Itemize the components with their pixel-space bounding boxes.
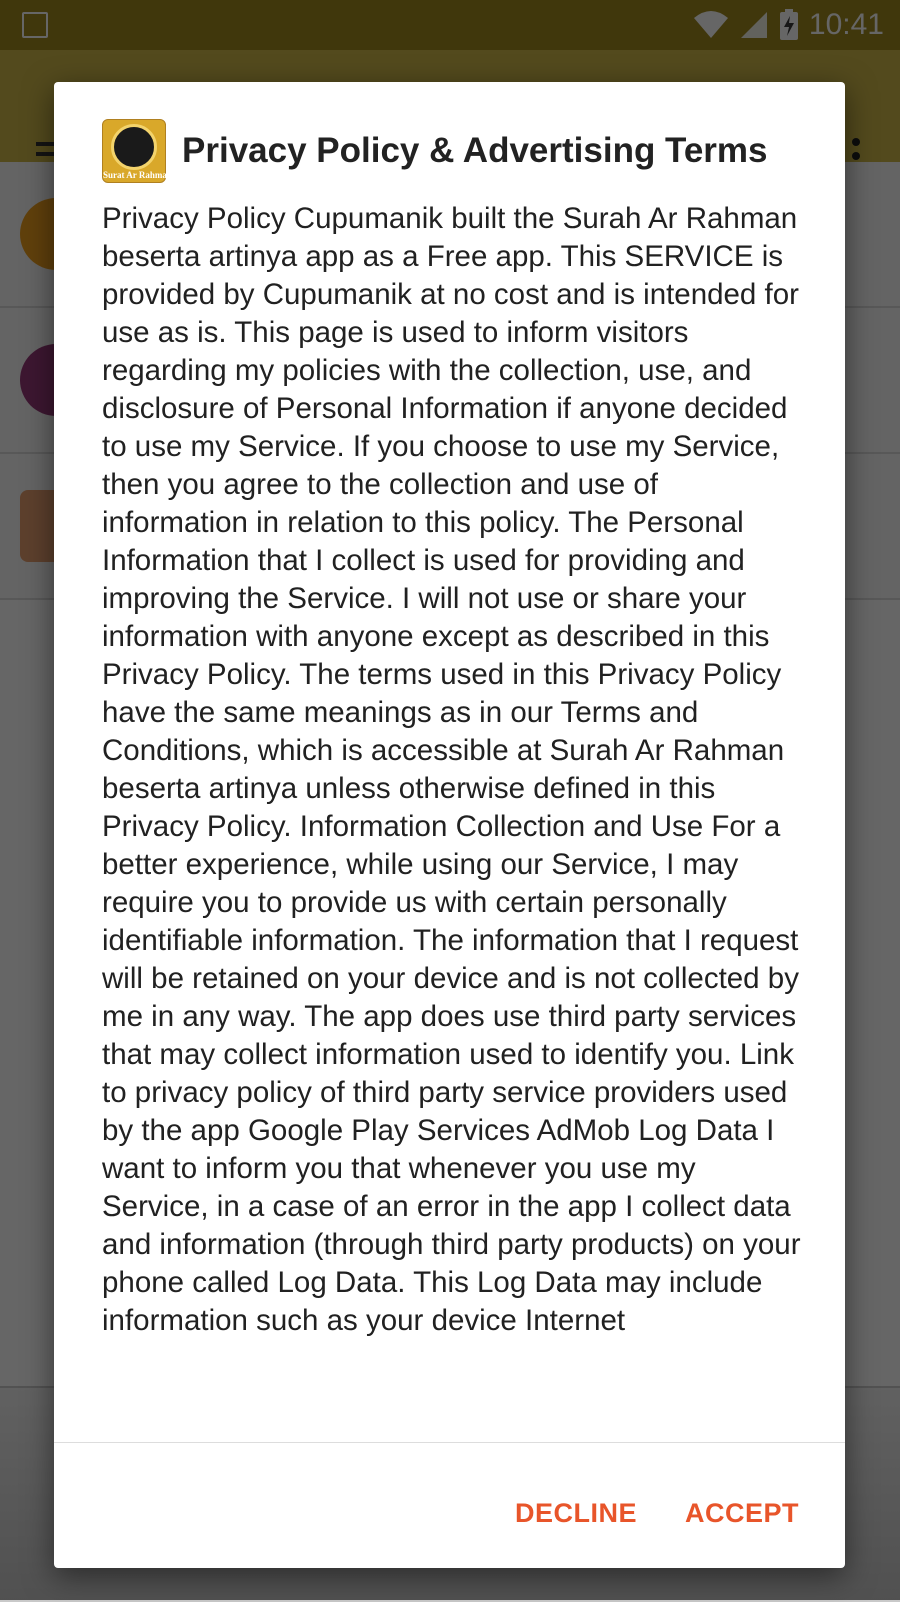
accept-button[interactable]: ACCEPT — [684, 1498, 799, 1528]
privacy-dialog — [54, 82, 845, 1568]
dialog-title: Privacy Policy & Advertising Terms — [182, 131, 768, 170]
dialog-actions — [515, 1498, 799, 1529]
app-logo-icon — [102, 119, 172, 183]
dialog-header — [102, 118, 805, 184]
dialog-scroll-area[interactable] — [102, 200, 802, 1524]
decline-button[interactable]: DECLINE — [514, 1498, 637, 1528]
app-logo-label: Surat Ar Rahman — [103, 170, 172, 180]
dialog-message: Privacy Policy Cupumanik built the Surah Ar Rahman beserta artinya app as a Free app. This SERVICE is provided by Cupumanik at no cost and is intended for use as is. This page is used to inform visitors regarding my policies with the collection, use, and disclosure of Personal Information if anyone decided to use my Service. If you choose to use my Service, then you agree to the collection and use of information in relation to this policy. The Personal Information that I collect is used for providing and improving the Service. I will not use or share your information with anyone except as described in this Privacy Policy. The terms used in this Privacy Policy have the same meanings as in our Terms and Conditions, which is accessible at Surah Ar Rahman beserta artinya unless otherwise defined in this Privacy Policy. Information Collection and Use For a better experience, while using our Service, I may require you to provide us with certain personally identifiable information. The information that I request will be retained on your device and is not collected by me in any way. The app does use third party services that may collect information used to identify you. Link to privacy policy of third party service providers used by the app Google Play Services AdMob Log Data I want to inform you that whenever you use my Service, in a case of an error in the app I collect data and information (through third party products) on your phone called Log Data. This Log Data may include information such as your device Internet — [102, 202, 801, 1337]
dialog-divider — [54, 1442, 845, 1443]
